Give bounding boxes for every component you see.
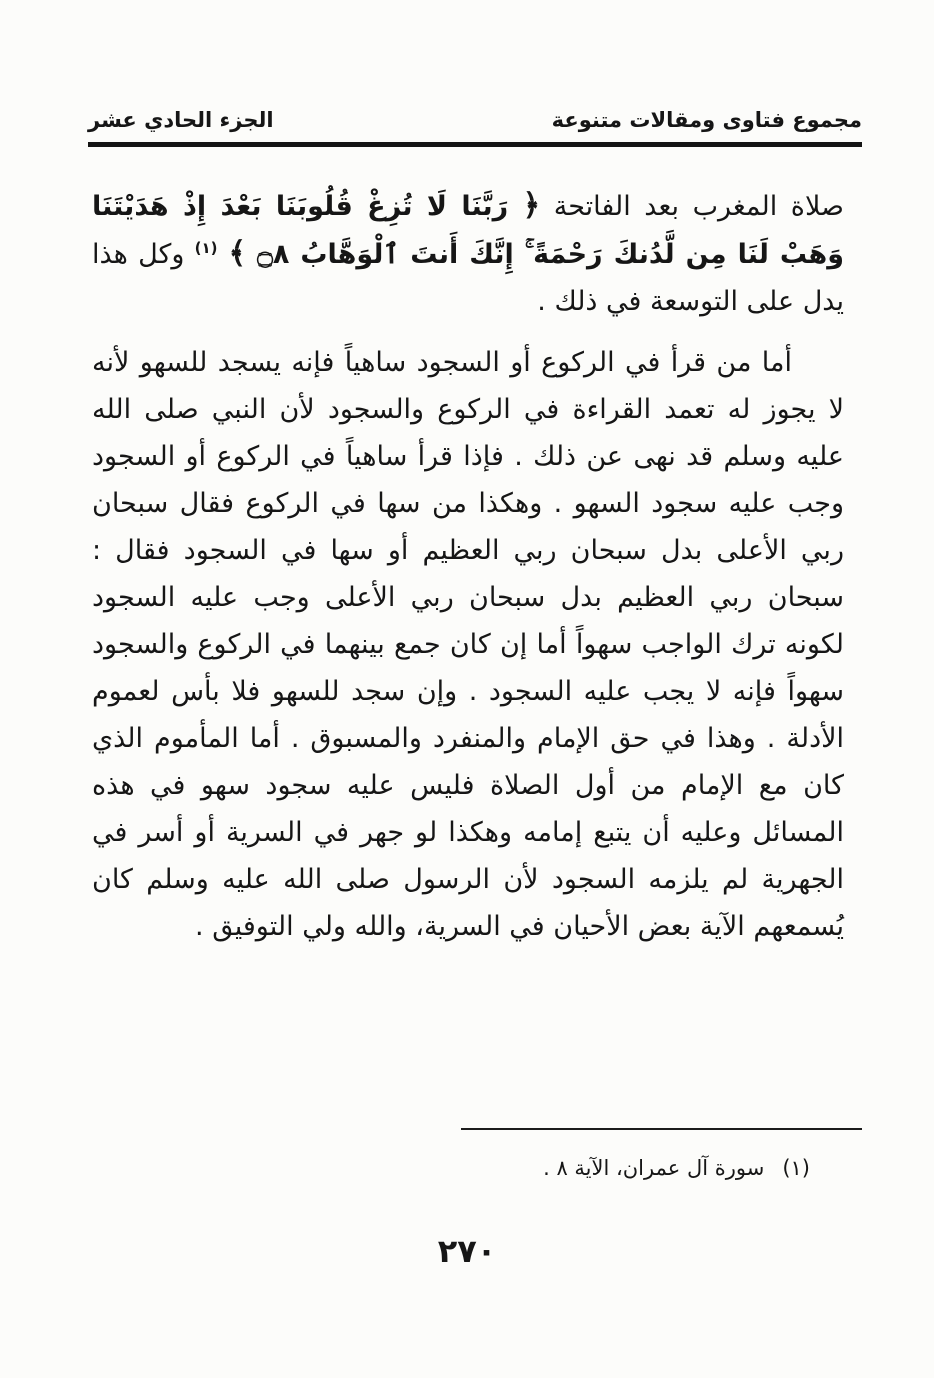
footnote-text: سورة آل عمران، الآية ٨ . bbox=[543, 1156, 765, 1180]
verse-close-bracket: ﴾ bbox=[228, 236, 247, 271]
paragraph-main: أما من قرأ في الركوع أو السجود ساهياً فإنه يسجد للسهو لأنه لا يجوز له تعمد القراءة في الركوع والسجود لأن النبي صلى الله عليه وسلم قد نهى عن ذلك . فإذا قرأ ساهياً في الركوع أو السجود وجب عليه سجود السهو . وهكذا من سها في الركوع فقال سبحان ربي الأعلى بدل سبحان ربي العظيم أو سها في السجود فقال : سبحان ربي العظيم بدل سبحان ربي الأعلى وجب عليه السجود لكونه ترك الواجب سهواً أما إن كان جمع بينهما في الركوع والسجود سهواً فإنه لا يجب عليه السجود . وإن سجد للسهو فلا بأس لعموم الأدلة . وهذا في حق الإمام والمنفرد والمسبوق . أما المأموم الذي كان مع الإمام من أول الصلاة فليس عليه سجود سهو في هذه المسائل وعليه أن يتبع إمامه وهكذا لو جهر في السرية أو أسر في الجهرية لم يلزمه السجود لأن الرسول صلى الله عليه وسلم كان يُسمعهم الآية بعض الأحيان في السرية، والله ولي التوفيق . bbox=[92, 347, 844, 942]
page-header bbox=[88, 108, 862, 147]
ayah-end-marker: ۝٨ bbox=[257, 239, 290, 270]
verse-open-bracket: ﴿ bbox=[522, 188, 541, 223]
footnote-separator bbox=[461, 1128, 862, 1130]
book-title: مجموع فتاوى ومقالات متنوعة bbox=[551, 108, 862, 132]
page-number: ٢٧٠ bbox=[437, 1232, 497, 1270]
footnote-area bbox=[90, 1128, 862, 1180]
footnote bbox=[90, 1156, 862, 1180]
verse-text: رَبَّنَا لَا تُزِغْ قُلُوبَنَا بَعْدَ إِذْ هَدَيْتَنَا وَهَبْ لَنَا مِن لَّدُنكَ رَحْمَةً ۚ إِنَّكَ أَنتَ ٱلْوَهَّابُ bbox=[92, 191, 844, 270]
paragraph-opening-prefix: صلاة المغرب بعد الفاتحة bbox=[553, 191, 844, 222]
paragraph-opening bbox=[92, 182, 844, 325]
body-text bbox=[92, 182, 844, 964]
volume-title: الجزء الحادي عشر bbox=[88, 108, 274, 132]
footnote-marker: (١) bbox=[782, 1156, 810, 1180]
footnote-reference: (١) bbox=[194, 239, 218, 257]
paragraph-opening-suffix: وكل هذا يدل على التوسعة في ذلك . bbox=[92, 239, 844, 317]
